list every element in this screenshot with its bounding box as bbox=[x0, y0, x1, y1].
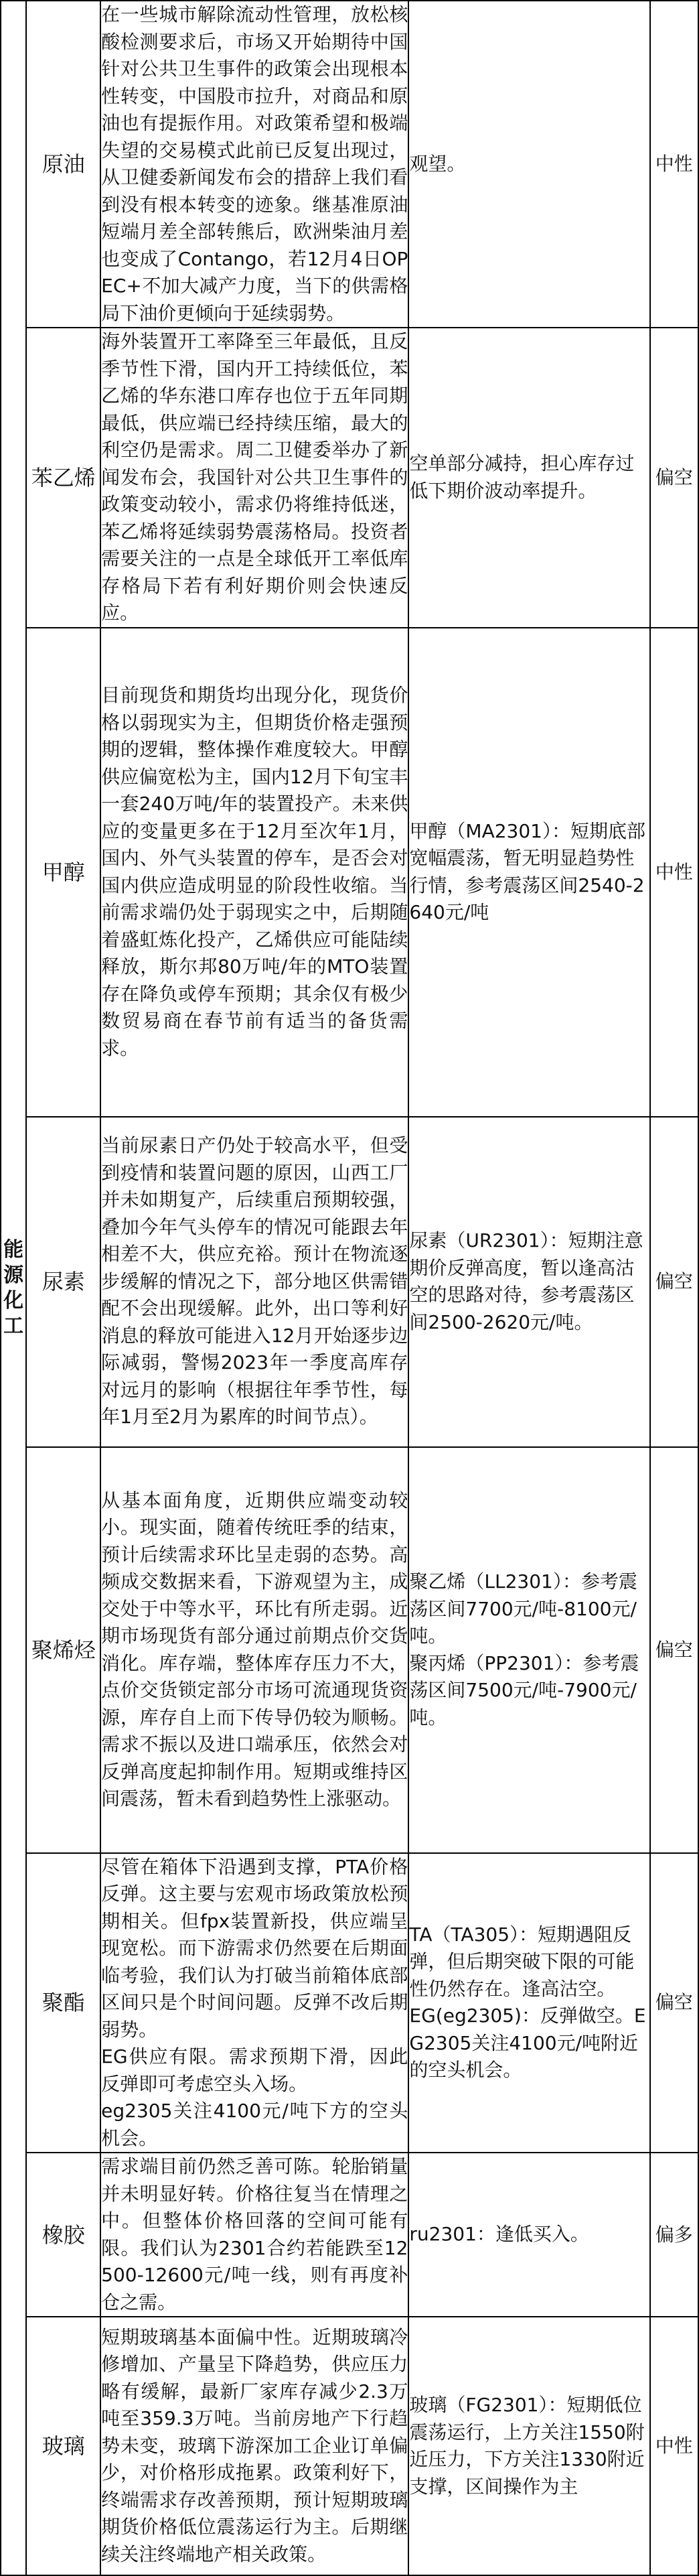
table-row bbox=[1, 328, 698, 628]
commodity-name: 尿素 bbox=[26, 1117, 100, 1447]
commodity-name: 聚烯烃 bbox=[26, 1447, 100, 1853]
analysis-text: 短期玻璃基本面偏中性。近期玻璃冷修增加、产量呈下降趋势，供应压力略有缓解，最新厂家库存减少2.3万吨至359.3万吨。当前房地产下行趋势未变，玻璃下游深加工企业订单偏少，对价格形成拖累。政策利好下，终端需求存改善预期，预计短期玻璃期货价格低位震荡运行为主。后期继续关注终端地产相关政策。 bbox=[101, 2325, 408, 2565]
analysis-cell bbox=[100, 1117, 408, 1447]
analysis-text: 目前现货和期货均出现分化，现货价格以弱现实为主，但期货价格走强预期的逻辑，整体操作难度较大。甲醇供应偏宽松为主，国内12月下旬宝丰一套240万吨/年的装置投产。未来供应的变量更多在于12月至次年1月，国内、外气头装置的停车，是否会对国内供应造成明显的阶段性收缩。当前需求端仍处于弱现实之中，后期随着盛虹炼化投产，乙烯供应可能陆续释放，斯尔邦80万吨/年的MTO装置存在降负或停车预期；其余仅有极少数贸易商在春节前有适当的备货需求。 bbox=[101, 684, 408, 1059]
strategy-cell bbox=[408, 2153, 649, 2317]
analysis-cell bbox=[100, 1853, 408, 2153]
analysis-text: 在一些城市解除流动性管理，放松核酸检测要求后，市场又开始期待中国针对公共卫生事件的政策会出现根本性转变，中国股市拉升，对商品和原油也有提振作用。对政策希望和极端失望的交易模式此前已反复出现过，从卫健委新闻发布会的措辞上我们看到没有根本转变的迹象。继基准原油短端月差全部转熊后，欧洲柴油月差也变成了Contango，若12月4日OPEC+不加大减产力度，当下的供需格局下油价更倾向于延续弱势。 bbox=[101, 3, 408, 324]
analysis-cell bbox=[100, 1, 408, 328]
analysis-cell bbox=[100, 2317, 408, 2575]
analysis-text: 海外装置开工率降至三年最低，且反季节性下滑，国内开工持续低位，苯乙烯的华东港口库存也位于五年同期最低，供应端已经持续压缩，最大的利空仍是需求。周二卫健委举办了新闻发布会，我国针对公共卫生事件的政策变动较小，需求仍将维持低迷，苯乙烯将延续弱势震荡格局。投资者需要关注的一点是全球低开工率低库存格局下若有利好期价则会快速反应。 bbox=[101, 330, 408, 624]
strategy-text: 聚乙烯（LL2301）：参考震荡区间7700元/吨-8100元/吨。 bbox=[409, 1570, 637, 1647]
strategy-text: EG(eg2305)：反弹做空。EG2305关注4100元/吨附近的空头机会。 bbox=[409, 2005, 646, 2082]
commodity-name: 聚酯 bbox=[26, 1853, 100, 2153]
table-row bbox=[1, 1, 698, 328]
strategy-text: 甲醇（MA2301）：短期底部宽幅震荡，暂无明显趋势性行情，参考震荡区间2540-2640元/吨 bbox=[409, 819, 645, 923]
rating-cell: 偏多 bbox=[650, 2153, 698, 2317]
rating-cell: 偏空 bbox=[650, 1117, 698, 1447]
table-row bbox=[1, 1117, 698, 1447]
commodity-name: 玻璃 bbox=[26, 2317, 100, 2575]
commodity-name: 苯乙烯 bbox=[26, 328, 100, 628]
strategy-cell bbox=[408, 1117, 649, 1447]
analysis-text: eg2305关注4100元/吨下方的空头机会。 bbox=[101, 2100, 408, 2149]
strategy-cell bbox=[408, 628, 649, 1117]
strategy-cell bbox=[408, 328, 649, 628]
category-label: 能源化工 bbox=[3, 1237, 24, 1338]
analysis-text: EG供应有限。需求预期下滑，因此反弹即可考虑空头入场。 bbox=[101, 2045, 408, 2095]
analysis-text: 需求端目前仍然乏善可陈。轮胎销量并未明显好转。价格往复当在情理之中。但整体价格回落的空间可能有限。我们认为2301合约若能跌至12500-12600元/吨一线，则有再度补仓之需。 bbox=[101, 2155, 408, 2313]
analysis-text: 从基本面角度，近期供应端变动较小。现实面，随着传统旺季的结束，预计后续需求环比呈走弱的态势。高频成交数据来看，下游观望为主，成交处于中等水平，环比有所走弱。近期市场现货有部分通过前期点价交货消化。库存端，整体库存压力不大，点价交货锁定部分市场可流通现货资源，库存自上而下传导仍较为顺畅。需求不振以及进口端承压，依然会对反弹高度起抑制作用。短期或维持区间震荡，暂未看到趋势性上涨驱动。 bbox=[101, 1489, 408, 1810]
analysis-cell bbox=[100, 2153, 408, 2317]
rating-cell: 偏空 bbox=[650, 1853, 698, 2153]
strategy-cell bbox=[408, 1447, 649, 1853]
rating-cell: 中性 bbox=[650, 628, 698, 1117]
strategy-text: 空单部分减持，担心库存过低下期价波动率提升。 bbox=[409, 452, 635, 502]
table-row bbox=[1, 2317, 698, 2575]
table-row bbox=[1, 2153, 698, 2317]
strategy-text: 尿素（UR2301）：短期注意期价反弹高度，暂以逢高沽空的思路对待，参考震荡区间2500-2620元/吨。 bbox=[409, 1229, 643, 1333]
strategy-text: 玻璃（FG2301）：短期低位震荡运行，上方关注1550附近压力，下方关注1330附近支撑，区间操作为主 bbox=[409, 2394, 645, 2498]
rating-cell: 中性 bbox=[650, 1, 698, 328]
table-row bbox=[1, 628, 698, 1117]
strategy-text: TA（TA305）：短期遇阻反弹，但后期突破下限的可能性仍然存在。逢高沽空。 bbox=[409, 1923, 635, 2000]
table-row bbox=[1, 1447, 698, 1853]
strategy-cell bbox=[408, 1853, 649, 2153]
analysis-cell bbox=[100, 628, 408, 1117]
strategy-text: ru2301：逢低买入。 bbox=[409, 2223, 589, 2246]
commodity-name: 甲醇 bbox=[26, 628, 100, 1117]
commodity-name: 橡胶 bbox=[26, 2153, 100, 2317]
analysis-text: 尽管在箱体下沿遇到支撑，PTA价格反弹。这主要与宏观市场政策放松预期相关。但fpx装置新投，供应端呈现宽松。而下游需求仍然要在后期面临考验，我们认为打破当前箱体底部区间只是个时间问题。反弹不改后期弱势。 bbox=[101, 1855, 408, 2041]
table-row bbox=[1, 1853, 698, 2153]
strategy-cell bbox=[408, 2317, 649, 2575]
strategy-cell bbox=[408, 1, 649, 328]
commodity-name: 原油 bbox=[26, 1, 100, 328]
strategy-text: 观望。 bbox=[409, 152, 466, 175]
rating-cell: 中性 bbox=[650, 2317, 698, 2575]
analysis-text: 当前尿素日产仍处于较高水平，但受到疫情和装置问题的原因，山西工厂并未如期复产，后续重启预期较强，叠加今年气头停车的情况可能跟去年相差不大，供应充裕。预计在物流逐步缓解的情况之下，部分地区供需错配不会出现缓解。此外，出口等利好消息的释放可能进入12月开始逐步边际减弱，警惕2023年一季度高库存对远月的影响（根据往年季节性，每年1月至2月为累库的时间节点）。 bbox=[101, 1134, 408, 1428]
category-cell bbox=[1, 1, 26, 2575]
rating-cell: 偏空 bbox=[650, 1447, 698, 1853]
rating-cell: 偏空 bbox=[650, 328, 698, 628]
strategy-text: 聚丙烯（PP2301）：参考震荡区间7500元/吨-7900元/吨。 bbox=[409, 1651, 639, 1728]
analysis-cell bbox=[100, 328, 408, 628]
analysis-cell bbox=[100, 1447, 408, 1853]
